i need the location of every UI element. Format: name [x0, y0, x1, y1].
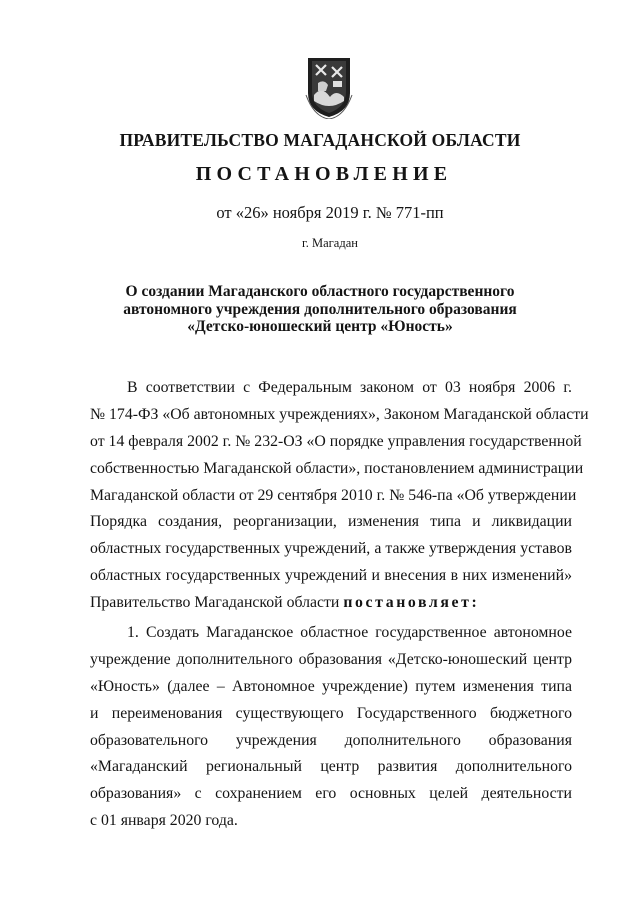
text-line: Магаданской области от 29 сентября 2010 г. № 546-па «Об утверждении [90, 486, 577, 504]
text-line: образовательного учреждения дополнительного образования [90, 731, 572, 749]
coat-of-arms-icon [304, 55, 354, 119]
text-line: В соответствии с Федеральным законом от 03 ноября 2006 г. [127, 379, 572, 396]
document-date-number: от «26» ноября 2019 г. № 771-пп [216, 203, 444, 222]
text-line: «Магаданский региональный центр развития дополнительного [90, 758, 572, 776]
text-line: и переименования существующего Государственного бюджетного [90, 704, 572, 722]
text-line: № 174-ФЗ «Об автономных учреждениях», Законом Магаданской области [90, 405, 589, 423]
decree-authority: Правительство Магаданской области [90, 594, 340, 612]
text-line: областных государственных учреждений, а также утверждения уставов [90, 540, 572, 558]
document-subject [0, 283, 640, 336]
text-line: Порядка создания, реорганизации, изменения типа и ликвидации [90, 513, 572, 531]
organization-title: ПРАВИТЕЛЬСТВО МАГАДАНСКОЙ ОБЛАСТИ [119, 130, 521, 150]
text-line: «Юность» (далее – Автономное учреждение) путем изменения типа [90, 677, 572, 695]
text-line: собственностью Магаданской области», постановлением администрации [90, 459, 584, 477]
text-line: 1. Создать Магаданское областное государственное автономное [127, 624, 572, 641]
preamble-paragraph [90, 375, 589, 617]
item-1-paragraph [90, 620, 572, 835]
text-line: учреждение дополнительного образования «Детско-юношеский центр [90, 650, 572, 668]
text-line: областных государственных учреждений и внесения в них изменений» [90, 567, 572, 585]
text-line: от 14 февраля 2002 г. № 232-ОЗ «О порядке управления государственной [90, 432, 582, 450]
text-line: с 01 января 2020 года. [90, 812, 238, 830]
subject-line: «Детско-юношеский центр «Юность» [187, 318, 453, 335]
subject-line: О создании Магаданского областного государственного [125, 283, 515, 300]
text-line [90, 590, 572, 617]
text-line: образования» с сохранением его основных целей деятельности [90, 785, 572, 803]
decree-word: постановляет: [343, 594, 480, 612]
document-type: ПОСТАНОВЛЕНИЕ [195, 163, 453, 185]
document-city: г. Магадан [302, 236, 358, 250]
subject-line: автономного учреждения дополнительного образования [123, 300, 517, 318]
